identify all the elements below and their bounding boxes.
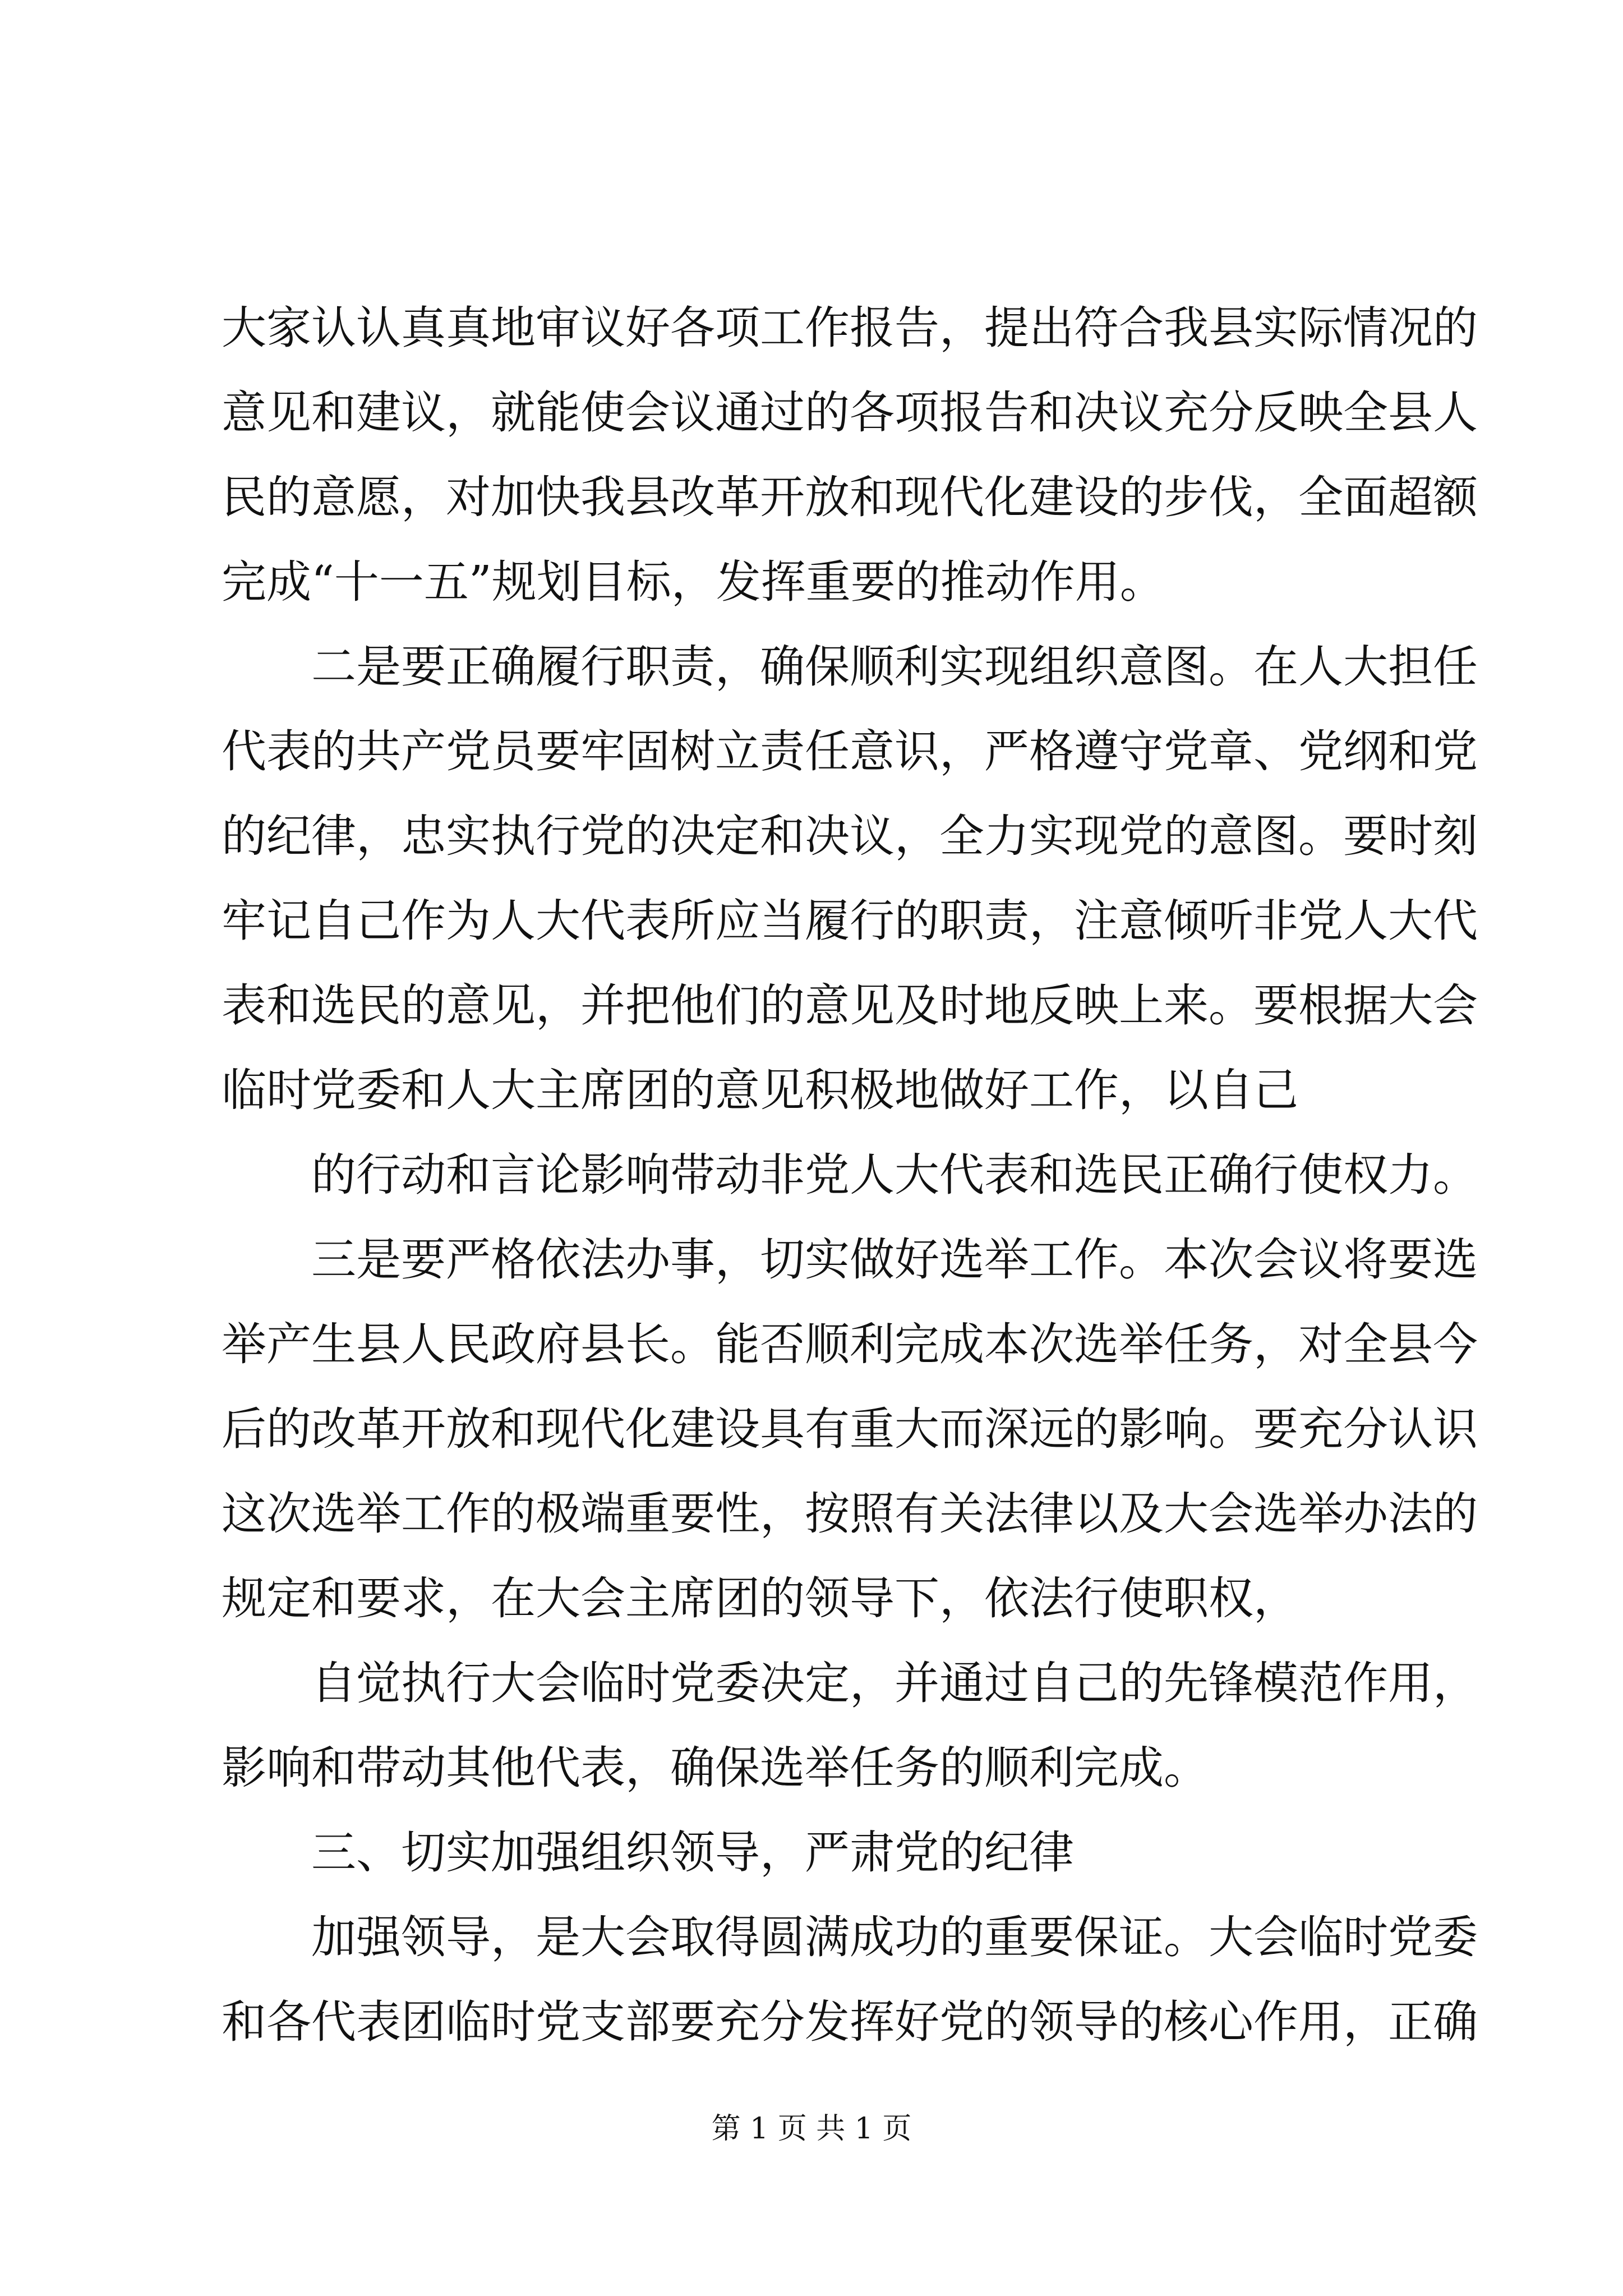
text-line: 代表的共产党员要牢固树立责任意识，严格遵守党章、党纲和党: [222, 725, 1478, 777]
paragraph-first-line: 自觉执行大会临时党委决定，并通过自己的先锋模范作用，: [311, 1657, 1478, 1709]
text-line: 临时党委和人大主席团的意见积极地做好工作，以自己: [222, 1064, 1298, 1116]
text-line: 大家认认真真地审议好各项工作报告，提出符合我县实际情况的: [222, 302, 1478, 354]
paragraph-first-line: 加强领导，是大会取得圆满成功的重要保证。大会临时党委: [311, 1911, 1478, 1963]
paragraph-first-line: 三是要严格依法办事，切实做好选举工作。本次会议将要选: [311, 1234, 1478, 1286]
text-line: 这次选举工作的极端重要性，按照有关法律以及大会选举办法的: [222, 1488, 1478, 1540]
text-line: 意见和建议，就能使会议通过的各项报告和决议充分反映全县人: [222, 386, 1478, 439]
section-heading: 三、切实加强组织领导，严肃党的纪律: [311, 1826, 1074, 1879]
text-line: 规定和要求，在大会主席团的领导下，依法行使职权，: [222, 1572, 1298, 1625]
page-footer: 第 1 页 共 1 页: [711, 2112, 912, 2146]
text-line: 和各代表团临时党支部要充分发挥好党的领导的核心作用，正确: [222, 1996, 1478, 2048]
text-line: 影响和带动其他代表，确保选举任务的顺利完成。: [222, 1742, 1209, 1794]
paragraph-first-line: 二是要正确履行职责，确保顺利实现组织意图。在人大担任: [311, 641, 1478, 693]
text-line: 的纪律，忠实执行党的决定和决议，全力实现党的意图。要时刻: [222, 810, 1478, 862]
text-line: 牢记自己作为人大代表所应当履行的职责，注意倾听非党人大代: [222, 895, 1478, 947]
text-line: 民的意愿，对加快我县改革开放和现代化建设的步伐，全面超额: [222, 471, 1478, 523]
text-line: 完成“十一五”规划目标，发挥重要的推动作用。: [222, 556, 1165, 608]
text-line: 表和选民的意见，并把他们的意见及时地反映上来。要根据大会: [222, 979, 1478, 1032]
paragraph-first-line: 的行动和言论影响带动非党人大代表和选民正确行使权力。: [311, 1149, 1478, 1201]
text-line: 举产生县人民政府县长。能否顺利完成本次选举任务，对全县今: [222, 1318, 1478, 1370]
text-line: 后的改革开放和现代化建设具有重大而深远的影响。要充分认识: [222, 1403, 1478, 1455]
